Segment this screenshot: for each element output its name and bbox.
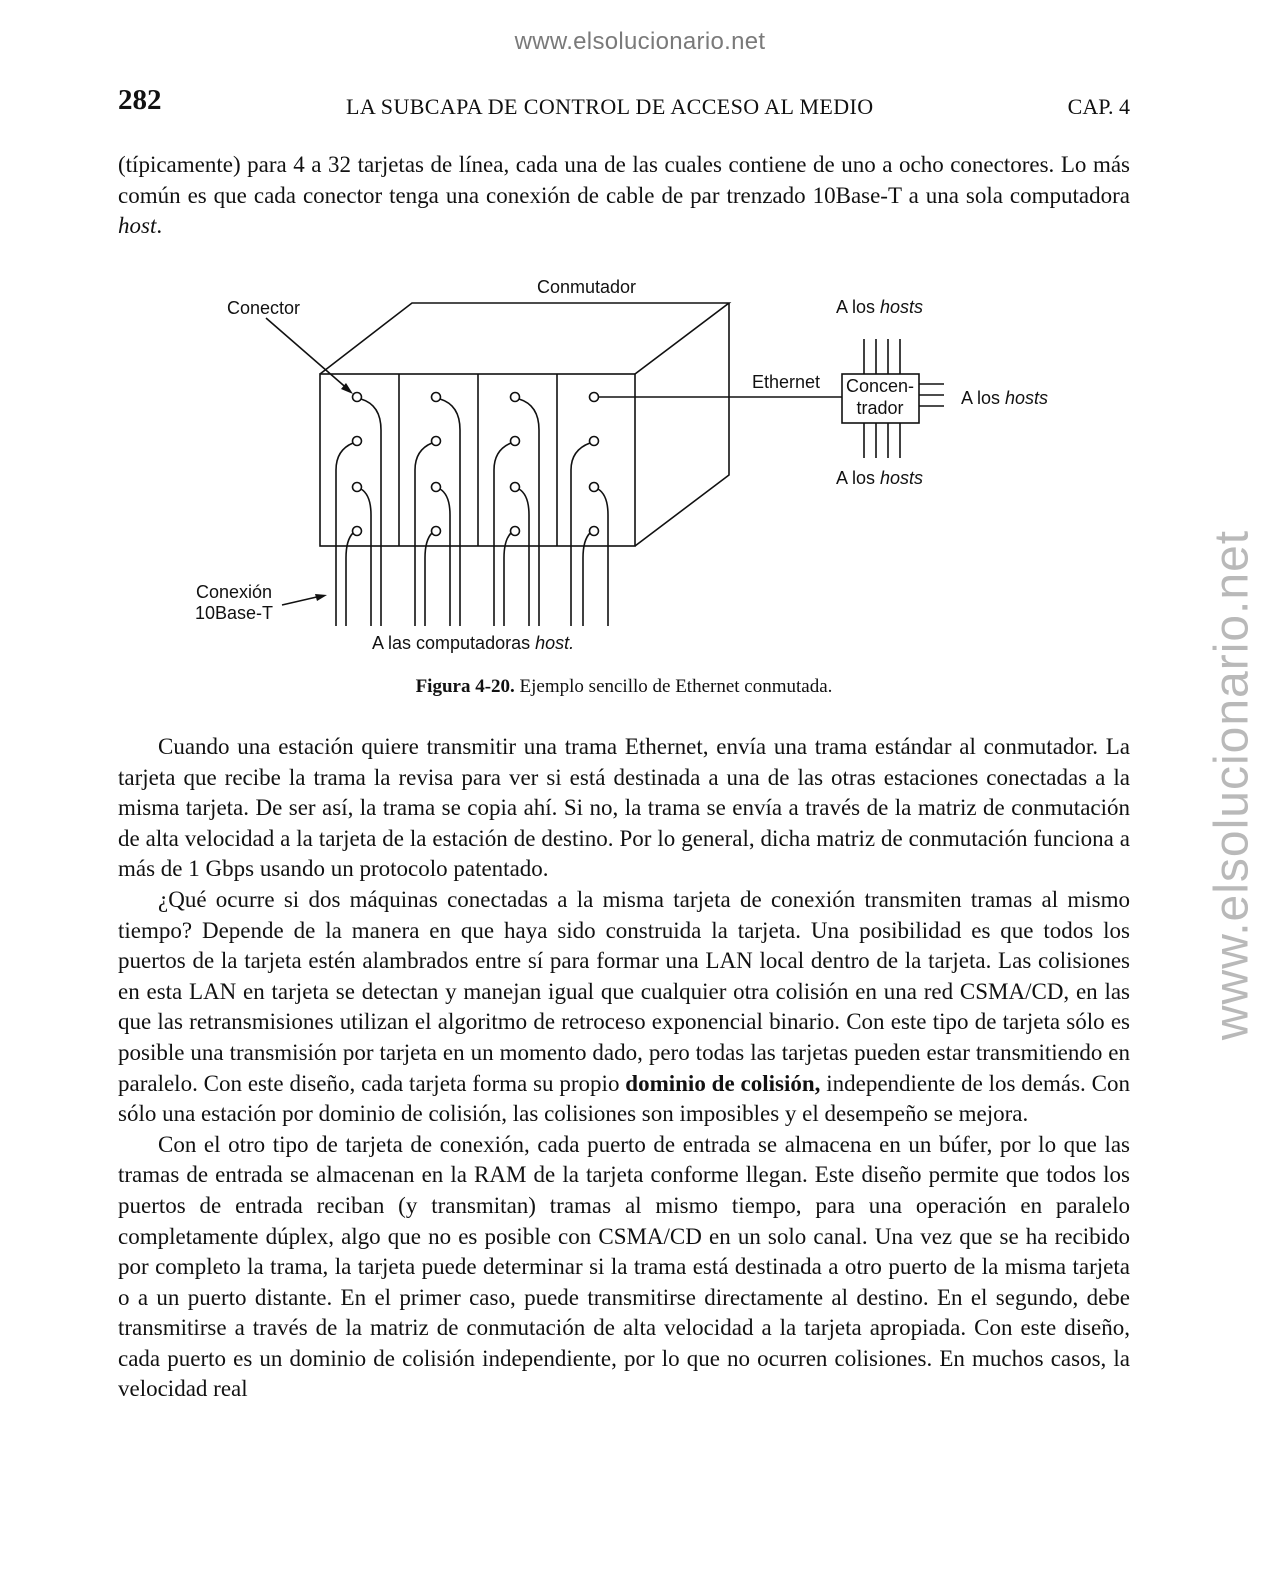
hosts-top-label: A los hosts	[836, 297, 924, 317]
intro-italic: host	[118, 213, 157, 239]
cable	[361, 489, 371, 626]
cable	[583, 533, 590, 626]
chapter-label: CAP. 4	[1067, 94, 1130, 119]
connection-label-line1: Conexión	[196, 582, 273, 602]
connector-pointer	[266, 318, 350, 391]
hub-label-line1: Concen-	[845, 376, 915, 396]
cable	[598, 489, 608, 626]
connector-port	[353, 483, 362, 492]
paragraph-2: ¿Qué ocurre si dos máquinas conectadas a la misma tarjeta de conexión transmiten tramas al mismo tiempo? Depende de la manera en que haya sido construida la tarjeta. Una posibilidad es que todos los puertos de la tarjeta estén alambrados entre sí para formar una LAN local dentro de la tarjeta. Las colisiones en esta LAN en tarjeta se detectan y manejan igual que cualquier otra colisión en una red CSMA/CD, en las que las retransmisiones utilizan el algoritmo de retroceso exponencial binario. Con este tipo de tarjeta sólo es posible una transmisión por tarjeta en un momento dado, pero todas las tarjetas pueden estar transmitiendo en paralelo. Con este diseño, cada tarjeta forma su propio dominio de colisión, independiente de los demás. Con sólo una estación por dominio de colisión, las colisiones son imposibles y el desempeño se mejora.	[118, 886, 1130, 1127]
cable	[336, 443, 353, 626]
connector-port	[353, 437, 362, 446]
caption-text: Ejemplo sencillo de Ethernet conmutada.	[514, 676, 833, 697]
cable	[440, 489, 450, 626]
connector-port	[432, 527, 441, 536]
paragraph-1: Cuando una estación quiere transmitir una trama Ethernet, envía una trama estándar al conmutador. La tarjeta que recibe la trama la revisa para ver si está destinada a una de las otras estaciones conectadas a la misma tarjeta. De ser así, la trama se copia ahí. Si no, la trama se envía a través de la matriz de conmutación de alta velocidad a la tarjeta de la estación de destino. Por lo general, dicha matriz de conmutación funciona a más de 1 Gbps usando un protocolo patentado.	[118, 734, 1130, 882]
switch-figure	[150, 262, 1110, 662]
cable	[415, 443, 432, 626]
connector-port	[432, 393, 441, 402]
switch-diagram	[150, 262, 1110, 662]
ethernet-port	[590, 393, 599, 402]
collision-domain-term: dominio de colisión,	[625, 1070, 821, 1096]
switch-top-face	[320, 303, 729, 374]
paragraph-3: Con el otro tipo de tarjeta de conexión, cada puerto de entrada se almacena en un búfer, por lo que las tramas de entrada se almacenan en la RAM de la tarjeta conforme llegan. Este diseño permite que todos los puertos de entrada reciban (y transmitan) tramas al mismo tiempo, para una operación en paralelo completamente dúplex, algo que no es posible con CSMA/CD en un solo canal. Una vez que se ha recibido por completo la trama, la tarjeta puede determinar si la trama está destinada a otro puerto de la misma tarjeta o a un puerto distante. En el primer caso, puede transmitirse directamente al destino. En el segundo, debe transmitirse a través de la matriz de conmutación de alta velocidad a la tarjeta apropiada. Con este diseño, cada puerto es un dominio de colisión independiente, por lo que no ocurren colisiones. En muchos casos, la velocidad real	[118, 1131, 1130, 1402]
caption-number: Figura 4-20.	[415, 676, 515, 697]
intro-end: .	[156, 213, 163, 239]
switch-label: Conmutador	[537, 277, 637, 297]
watermark-top: www.elsolucionario.net	[514, 28, 766, 55]
connector-port	[590, 437, 599, 446]
connector-port	[511, 437, 520, 446]
connection-arrowhead	[315, 594, 327, 601]
hosts-right-label: A los hosts	[961, 388, 1049, 408]
connection-label-line2: 10Base-T	[195, 603, 274, 623]
connector-port	[432, 483, 441, 492]
connector-port	[511, 483, 520, 492]
connector-port	[353, 393, 362, 402]
running-title: LA SUBCAPA DE CONTROL DE ACCESO AL MEDIO	[346, 94, 874, 119]
page-number: 282	[118, 84, 162, 116]
cable	[519, 489, 529, 626]
connector-port	[353, 527, 362, 536]
intro-text: (típicamente) para 4 a 32 tarjetas de línea, cada una de las cuales contiene de uno a ocho conectores. Lo más común es que cada conector tenga una conexión de cable de par trenzado 10Base-T a una sola computadora	[118, 152, 1130, 208]
connector-port	[590, 527, 599, 536]
cable	[494, 443, 511, 626]
figure-caption	[0, 676, 1248, 698]
connector-label: Conector	[227, 298, 301, 318]
connection-pointer	[282, 596, 321, 605]
watermark-side: www.elsolucionario.net	[1205, 529, 1259, 1041]
computers-label: A las computadoras host.	[372, 633, 575, 653]
hosts-bottom-label: A los hosts	[836, 468, 924, 488]
intro-paragraph	[118, 150, 1130, 242]
cable	[425, 533, 432, 626]
connector-port	[511, 527, 520, 536]
connector-port	[432, 437, 441, 446]
connector-port	[590, 483, 599, 492]
cable	[571, 443, 590, 626]
hub-label-line2: trador	[856, 398, 904, 418]
ethernet-label: Ethernet	[752, 372, 821, 392]
connector-port	[511, 393, 520, 402]
cable	[504, 533, 511, 626]
body-text	[118, 732, 1130, 1405]
cable	[346, 533, 353, 626]
